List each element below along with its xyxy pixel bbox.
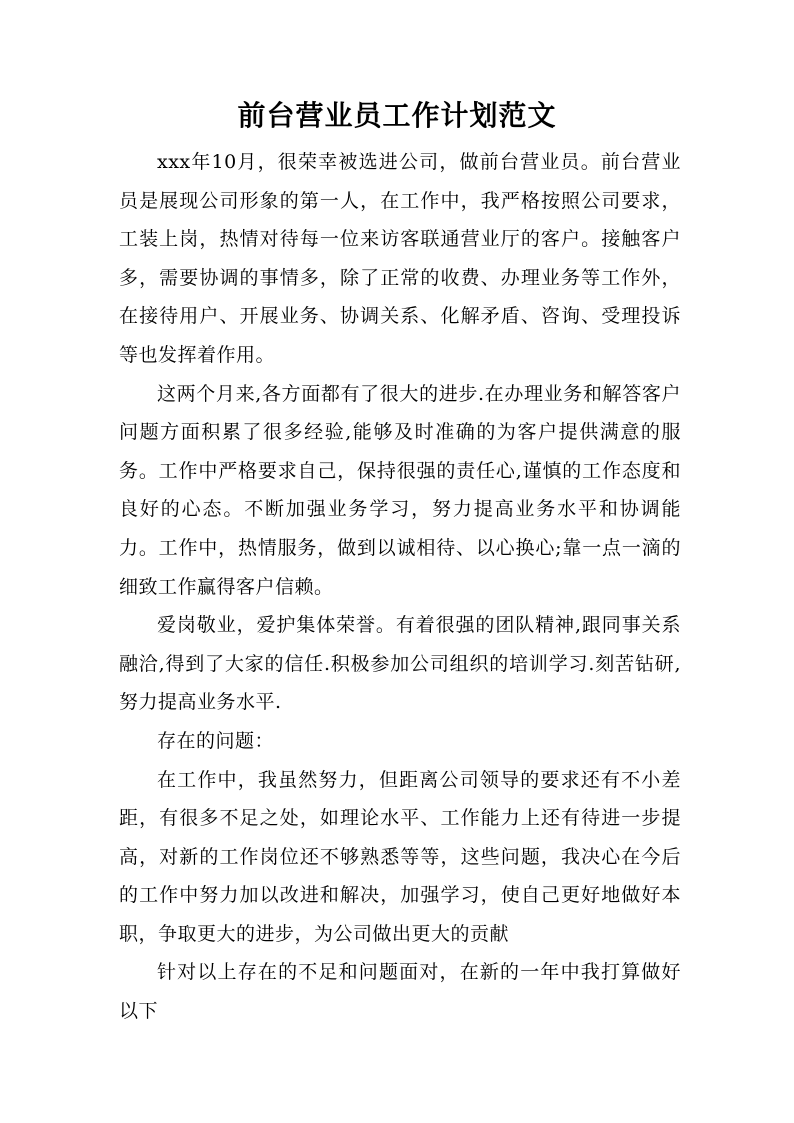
document-title: 前台营业员工作计划范文 [237, 99, 557, 132]
paragraph-plan: 针对以上存在的不足和问题面对，在新的一年中我打算做好以下 [119, 961, 681, 1023]
paragraph-progress: 这两个月来,各方面都有了很大的进步.在办理业务和解答客户问题方面积累了很多经验,能够及时准确的为客户提供满意的服务。工作中严格要求自己，保持很强的责任心,谨慎的工作态度和良好的心态。不断加强业务学习，努力提高业务水平和协调能力。工作中，热情服务，做到以诚相待、以心换心;靠一点一滴的细致工作赢得客户信赖。 [119, 382, 681, 598]
paragraph-intro: xxx年10月，很荣幸被选进公司，做前台营业员。前台营业员是展现公司形象的第一人，在工作中，我严格按照公司要求，工装上岗，热情对待每一位来访客联通营业厅的客户。接触客户多，需要协调的事情多，除了正常的收费、办理业务等工作外，在接待用户、开展业务、协调关系、化解矛盾、咨询、受理投诉等也发挥着作用。 [119, 151, 681, 366]
document-body [119, 143, 681, 1031]
paragraph-problems: 在工作中，我虽然努力，但距离公司领导的要求还有不小差距，有很多不足之处，如理论水平、工作能力上还有待进一步提高，对新的工作岗位还不够熟悉等等，这些问题，我决心在今后的工作中努力加以改进和解决，加强学习，使自己更好地做好本职，争取更大的进步，为公司做出更大的贡献 [119, 768, 681, 945]
paragraph-problems-heading: 存在的问题： [157, 729, 275, 752]
paragraph-teamwork: 爱岗敬业，爱护集体荣誉。有着很强的团队精神,跟同事关系融洽,得到了大家的信任.积极参加公司组织的培训学习.刻苦钻研,努力提高业务水平. [119, 614, 681, 714]
